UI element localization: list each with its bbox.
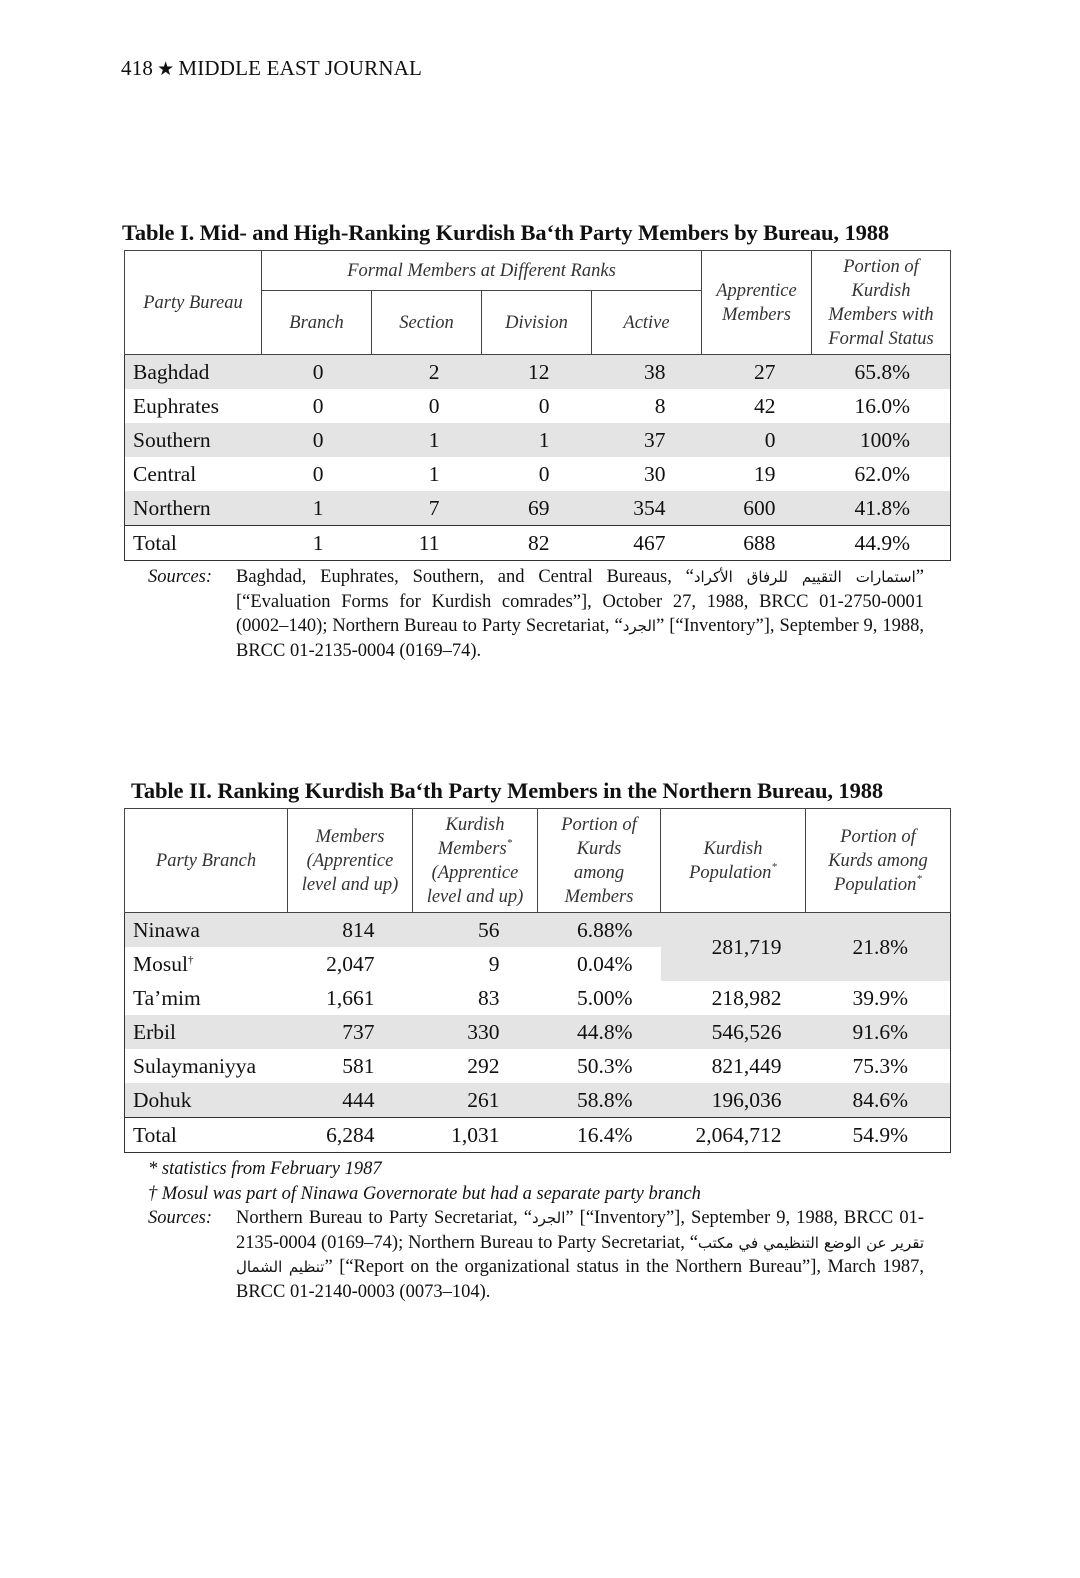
cell: 600: [702, 491, 812, 526]
header-portion-members: Portion of Kurds among Members: [538, 809, 661, 913]
cell: 354: [592, 491, 702, 526]
cell: 37: [592, 423, 702, 457]
cell: 30: [644, 462, 666, 486]
cell: 42: [754, 394, 776, 418]
table-2-notes: [124, 1157, 950, 1304]
header-portion-population: [806, 809, 951, 913]
cell: 1: [262, 491, 372, 526]
table-1-caption: Table I. Mid- and High-Ranking Kurdish Ba‘th Party Members by Bureau, 1988: [122, 220, 890, 245]
arabic-title: استمارات التقييم للرفاق الأكراد: [693, 568, 916, 586]
cell: 1: [372, 423, 482, 457]
sources-text: [236, 565, 924, 663]
row-label: Dohuk: [125, 1083, 288, 1118]
cell: 41.8%: [812, 491, 951, 526]
row-label: Northern: [125, 491, 262, 526]
sources-label: Sources:: [148, 567, 213, 587]
footnote-dagger: † Mosul was part of Ninawa Governorate but had a separate party branch: [148, 1183, 701, 1204]
cell: 56: [413, 913, 538, 948]
source-text: ” [“Evaluation Forms for Kurdish comrades”], October 27, 1988, BRCC 01-2750-0001 (0002–140); Northern Bureau to Party Secretariat, “: [236, 567, 924, 636]
table-row: [125, 389, 951, 423]
cell: 0: [312, 394, 324, 418]
header-kurdish-members: [413, 809, 538, 913]
header-active: Active: [592, 291, 702, 355]
header-kurdish-population: [661, 809, 806, 913]
cell: 261: [413, 1083, 538, 1118]
cell: 7: [372, 491, 482, 526]
header-branch: Branch: [262, 291, 372, 355]
cell: 2: [372, 355, 482, 390]
table-2: [124, 808, 951, 1153]
cell: 546,526: [661, 1015, 806, 1049]
table-1: [124, 250, 951, 561]
cell: 54.9%: [806, 1118, 951, 1153]
table-row: [125, 355, 951, 390]
sources-label: Sources:: [148, 1208, 213, 1228]
total-row: [125, 526, 951, 561]
cell: 196,036: [661, 1083, 806, 1118]
arabic-title: الجرد: [622, 617, 657, 635]
table-row: [125, 423, 951, 457]
dagger-mark: †: [187, 954, 194, 966]
header-party-branch: Party Branch: [125, 809, 288, 913]
cell: 62.0%: [854, 462, 910, 486]
header-text: Kurdish Population: [689, 838, 772, 883]
row-label: Erbil: [125, 1015, 288, 1049]
star-icon: ★: [157, 59, 175, 80]
cell: 1,661: [326, 986, 375, 1010]
cell: 82: [482, 526, 592, 561]
asterisk: *: [506, 836, 513, 849]
cell: 39.9%: [852, 986, 908, 1010]
cell: 814: [288, 913, 413, 948]
table-2-block: [124, 778, 950, 1304]
table-1-block: [124, 220, 950, 663]
cell: 581: [342, 1054, 375, 1078]
cell: 292: [467, 1054, 500, 1078]
row-label: Total: [125, 1118, 288, 1153]
cell: 16.0%: [854, 394, 910, 418]
row-label: Central: [133, 462, 197, 486]
cell: 0: [538, 462, 550, 486]
cell: 6.88%: [538, 913, 661, 948]
footnote-asterisk: * statistics from February 1987: [148, 1159, 382, 1179]
header-party-bureau: Party Bureau: [125, 251, 262, 355]
cell: 0: [312, 462, 324, 486]
cell: 44.8%: [538, 1015, 661, 1049]
cell: 0: [262, 355, 372, 390]
cell: 8: [654, 394, 666, 418]
header-text: (Apprentice level and up): [426, 862, 524, 907]
cell: 11: [372, 526, 482, 561]
cell: 0: [702, 423, 812, 457]
row-label: Sulaymaniyya: [133, 1054, 257, 1078]
cell: 1,031: [413, 1118, 538, 1153]
cell: 38: [592, 355, 702, 390]
cell: 821,449: [711, 1054, 782, 1078]
merged-pop-portion: 21.8%: [806, 913, 951, 982]
cell: 1: [482, 423, 592, 457]
cell: 83: [478, 986, 500, 1010]
header-section: Section: [372, 291, 482, 355]
cell: 65.8%: [812, 355, 951, 390]
row-label: Euphrates: [133, 394, 219, 418]
row-label: Total: [125, 526, 262, 561]
cell: 688: [702, 526, 812, 561]
cell: 467: [592, 526, 702, 561]
cell: 737: [288, 1015, 413, 1049]
cell: 0: [262, 423, 372, 457]
row-label: Baghdad: [125, 355, 262, 390]
table-row: [125, 913, 951, 948]
cell: 1: [428, 462, 440, 486]
arabic-title: الجرد: [531, 1209, 566, 1227]
source-text: ” [“Inventory”], September 9, 1988, BRCC 01-2135-0004 (0169–74).: [236, 616, 924, 661]
source-text: ” [“Inventory”], September 9, 1988, BRCC 01-2135-0004 (0169–74); Northern Bureau to Party Secretariat, “: [236, 1208, 924, 1253]
header-portion-formal: Portion of Kurdish Members with Formal Status: [812, 251, 951, 355]
cell: 44.9%: [812, 526, 951, 561]
header-apprentice-members: Apprentice Members: [702, 251, 812, 355]
cell: 9: [488, 952, 500, 976]
table-row: [125, 491, 951, 526]
cell: 218,982: [711, 986, 782, 1010]
cell: 6,284: [288, 1118, 413, 1153]
cell: 75.3%: [852, 1054, 908, 1078]
table-row: [125, 1049, 951, 1083]
running-head: [121, 56, 422, 81]
header-text: Portion of Kurds among Population: [828, 826, 928, 895]
table-row: [125, 1015, 951, 1049]
cell: 100%: [812, 423, 951, 457]
header-formal-members: Formal Members at Different Ranks: [262, 251, 702, 291]
cell: 69: [482, 491, 592, 526]
header-text: Kurdish Members: [437, 814, 507, 859]
cell: 1: [262, 526, 372, 561]
cell: 444: [288, 1083, 413, 1118]
source-text: Baghdad, Euphrates, Southern, and Central Bureaus, “: [236, 567, 694, 587]
table-row: [125, 1083, 951, 1118]
cell: 58.8%: [538, 1083, 661, 1118]
arabic-title: تقرير عن الوضع التنظيمي في مكتب تنظيم الشمال: [236, 1233, 924, 1276]
cell: 50.3%: [576, 1054, 633, 1078]
header-division: Division: [482, 291, 592, 355]
table-row: [125, 981, 951, 1015]
sources-note: [124, 565, 950, 663]
cell: 5.00%: [576, 986, 633, 1010]
table-2-caption: Table II. Ranking Kurdish Ba‘th Party Members in the Northern Bureau, 1988: [131, 778, 884, 803]
cell: 0.04%: [576, 952, 633, 976]
row-label: Southern: [125, 423, 262, 457]
source-text: ” [“Report on the organizational status in the Northern Bureau”], March 1987, BRCC 01-2140-0003 (0073–104).: [236, 1257, 924, 1302]
page-number: 418: [121, 56, 154, 80]
sources-text: [236, 1206, 924, 1304]
cell: 0: [428, 394, 440, 418]
cell: 12: [482, 355, 592, 390]
asterisk: *: [771, 860, 777, 873]
header-members: Members (Apprentice level and up): [288, 809, 413, 913]
table-row: [125, 457, 951, 491]
cell: 330: [413, 1015, 538, 1049]
sources-note: [124, 1206, 950, 1304]
cell: 91.6%: [806, 1015, 951, 1049]
merged-population: 281,719: [661, 913, 806, 982]
cell: 2,047: [326, 952, 375, 976]
cell: 16.4%: [538, 1118, 661, 1153]
row-name: Mosul: [133, 952, 188, 976]
row-label: [125, 947, 288, 981]
cell: 27: [702, 355, 812, 390]
row-label: Ninawa: [125, 913, 288, 948]
journal-title: MIDDLE EAST JOURNAL: [178, 56, 423, 80]
cell: 0: [538, 394, 550, 418]
cell: 19: [754, 462, 776, 486]
cell: 84.6%: [806, 1083, 951, 1118]
total-row: [125, 1118, 951, 1153]
asterisk: *: [916, 872, 922, 885]
table-1-notes: [124, 565, 950, 663]
row-label: Ta’mim: [133, 986, 201, 1010]
cell: 2,064,712: [661, 1118, 806, 1153]
source-text: Northern Bureau to Party Secretariat, “: [236, 1208, 532, 1228]
